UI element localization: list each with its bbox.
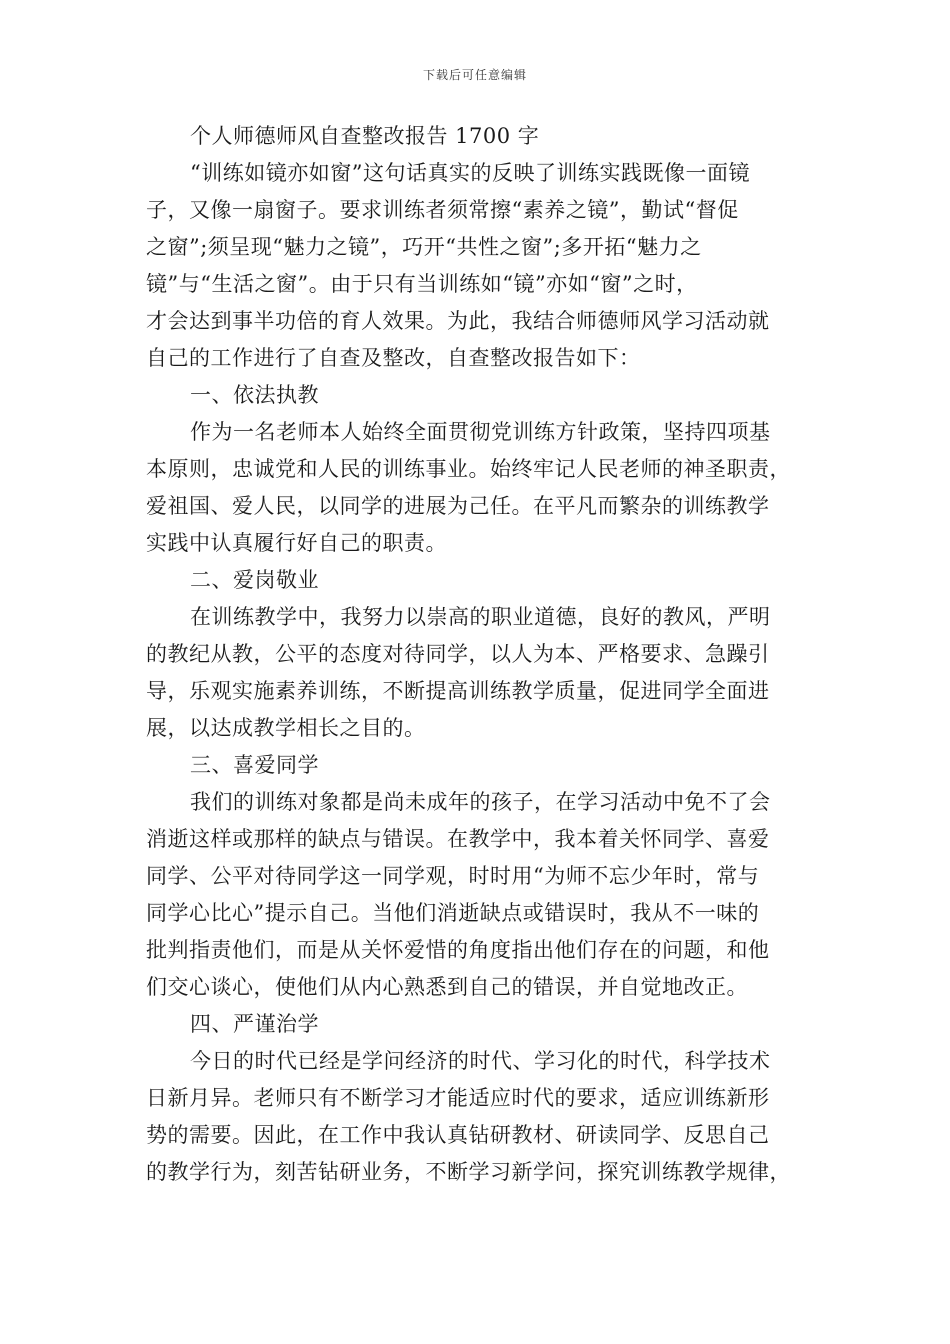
text-line: 消逝这样或那样的缺点与错误。在教学中，我本着关怀同学、喜爱 bbox=[146, 827, 770, 851]
text-line: 批判指责他们，而是从关怀爱惜的角度指出他们存在的问题，和他 bbox=[146, 938, 770, 962]
text-line: 才会达到事半功倍的育人效果。为此，我结合师德师风学习活动就 bbox=[146, 309, 770, 333]
text-line: 之窗”;须呈现“魅力之镜”，巧开“共性之窗”;多开拓“魅力之 bbox=[146, 235, 702, 259]
text-line: 本原则，忠诚党和人民的训练事业。始终牢记人民老师的神圣职责， bbox=[146, 457, 791, 481]
text-line: 爱祖国、爱人民，以同学的进展为己任。在平凡而繁杂的训练教学 bbox=[146, 494, 770, 518]
text-line: 日新月异。老师只有不断学习才能适应时代的要求，适应训练新形 bbox=[146, 1086, 770, 1110]
text-line: 实践中认真履行好自己的职责。 bbox=[146, 531, 447, 555]
section-heading: 一、依法执教 bbox=[190, 383, 319, 407]
text-line: 今日的时代已经是学问经济的时代、学习化的时代，科学技术 bbox=[190, 1049, 771, 1073]
section-heading: 三、喜爱同学 bbox=[190, 753, 319, 777]
section-heading: 二、爱岗敬业 bbox=[190, 568, 319, 592]
header-note: 下载后可任意编辑 bbox=[422, 68, 527, 82]
text-line: 我们的训练对象都是尚未成年的孩子，在学习活动中免不了会 bbox=[190, 790, 771, 814]
text-line: 们交心谈心，使他们从内心熟悉到自己的错误，并自觉地改正。 bbox=[146, 975, 748, 999]
section-heading: 四、严谨治学 bbox=[190, 1012, 319, 1036]
document-body bbox=[146, 118, 806, 1191]
text-line: 在训练教学中，我努力以崇高的职业道德，良好的教风，严明 bbox=[190, 605, 771, 629]
text-line: 同学、公平对待同学这一同学观，时时用“为师不忘少年时，常与 bbox=[146, 864, 760, 888]
text-line: 作为一名老师本人始终全面贯彻党训练方针政策，坚持四项基 bbox=[190, 420, 771, 444]
text-line: 的教学行为，刻苦钻研业务，不断学习新学问，探究训练教学规律， bbox=[146, 1160, 791, 1184]
text-line: 势的需要。因此，在工作中我认真钻研教材、研读同学、反思自己 bbox=[146, 1123, 770, 1147]
text-line: 自己的工作进行了自查及整改，自查整改报告如下： bbox=[146, 346, 641, 370]
text-line: 同学心比心”提示自己。当他们消逝缺点或错误时，我从不一味的 bbox=[146, 901, 760, 925]
text-line: 镜”与“生活之窗”。由于只有当训练如“镜”亦如“窗”之时， bbox=[146, 272, 698, 296]
text-line: 导，乐观实施素养训练，不断提高训练教学质量，促进同学全面进 bbox=[146, 679, 770, 703]
document-title: 个人师德师风自查整改报告 1700 字 bbox=[190, 124, 540, 148]
text-line: 子，又像一扇窗子。要求训练者须常擦“素养之镜”，勤试“督促 bbox=[146, 198, 739, 222]
text-line: 展，以达成教学相长之目的。 bbox=[146, 716, 426, 740]
text-line: 的教纪从教，公平的态度对待同学，以人为本、严格要求、急躁引 bbox=[146, 642, 770, 666]
text-line: “训练如镜亦如窗”这句话真实的反映了训练实践既像一面镜 bbox=[190, 161, 750, 185]
